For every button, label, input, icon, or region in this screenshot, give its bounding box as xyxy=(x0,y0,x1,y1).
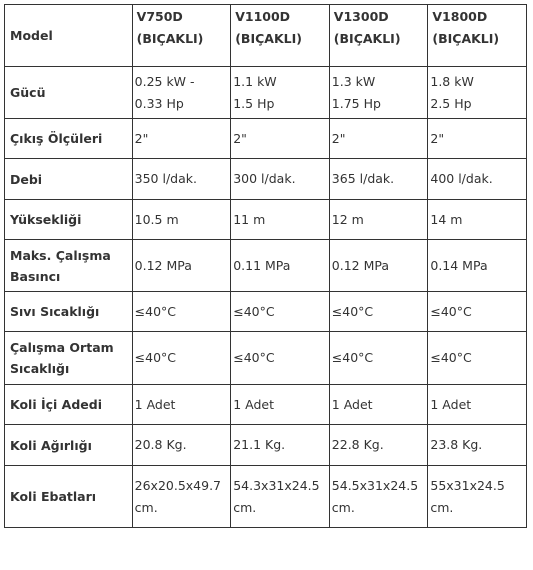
value-cell: 1 Adet xyxy=(231,385,330,425)
value-cell xyxy=(132,466,231,528)
value-cell: 400 l/dak. xyxy=(428,159,527,200)
model-name: V750D xyxy=(136,9,183,24)
value-cell: 1 Adet xyxy=(428,385,527,425)
spec-table xyxy=(4,4,527,528)
table-row xyxy=(5,240,527,292)
value-line: cm. xyxy=(430,499,454,515)
value-cell: 2" xyxy=(428,119,527,159)
value-cell: 350 l/dak. xyxy=(132,159,231,200)
model-label: Model xyxy=(10,28,53,43)
model-name: V1800D xyxy=(432,9,488,24)
model-variant: (BIÇAKLI) xyxy=(235,31,302,46)
model-cell xyxy=(329,5,428,67)
row-label-cell xyxy=(5,332,133,385)
value-line: 1.1 kW xyxy=(233,73,277,89)
value-cell: ≤40°C xyxy=(329,332,428,385)
value-cell: 0.11 MPa xyxy=(231,240,330,292)
row-label: Koli İçi Adedi xyxy=(5,385,133,425)
value-cell xyxy=(231,466,330,528)
value-line: 0.33 Hp xyxy=(134,95,184,111)
row-label: Koli Ebatları xyxy=(5,466,133,528)
value-cell xyxy=(132,67,231,119)
value-cell: 1 Adet xyxy=(329,385,428,425)
value-cell: ≤40°C xyxy=(231,332,330,385)
value-cell: ≤40°C xyxy=(132,292,231,332)
value-cell: 0.12 MPa xyxy=(132,240,231,292)
value-cell: 22.8 Kg. xyxy=(329,425,428,466)
value-cell: 2" xyxy=(329,119,428,159)
row-label-line: Maks. Çalışma xyxy=(10,247,111,263)
value-cell: 12 m xyxy=(329,200,428,240)
row-label: Sıvı Sıcaklığı xyxy=(5,292,133,332)
model-cell xyxy=(428,5,527,67)
row-label: Koli Ağırlığı xyxy=(5,425,133,466)
value-line: cm. xyxy=(331,499,355,515)
value-cell: ≤40°C xyxy=(132,332,231,385)
value-cell: 300 l/dak. xyxy=(231,159,330,200)
value-cell: 365 l/dak. xyxy=(329,159,428,200)
value-cell: 2" xyxy=(231,119,330,159)
row-label-line: Çalışma Ortam xyxy=(10,340,114,355)
value-cell: 0.12 MPa xyxy=(329,240,428,292)
row-label-line: Sıcaklığı xyxy=(10,361,70,376)
value-cell: ≤40°C xyxy=(428,332,527,385)
value-line: 26x20.5x49.7 xyxy=(134,477,222,493)
model-variant: (BIÇAKLI) xyxy=(136,31,204,46)
model-variant: (BIÇAKLI) xyxy=(333,31,401,46)
row-label: Çıkış Ölçüleri xyxy=(5,119,133,159)
table-header-row xyxy=(5,5,527,67)
value-cell: 2" xyxy=(132,119,231,159)
table-row xyxy=(5,159,527,200)
value-line: 54.3x31x24.5 xyxy=(233,477,320,493)
value-cell xyxy=(428,67,527,119)
value-cell: 1 Adet xyxy=(132,385,231,425)
value-cell: 0.14 MPa xyxy=(428,240,527,292)
value-line: 1.5 Hp xyxy=(233,95,275,111)
table-row xyxy=(5,385,527,425)
value-cell: ≤40°C xyxy=(329,292,428,332)
model-variant: (BIÇAKLI) xyxy=(432,31,500,46)
value-line: 1.8 kW xyxy=(430,73,474,89)
model-cell xyxy=(231,5,330,67)
value-cell xyxy=(428,466,527,528)
table-row xyxy=(5,200,527,240)
value-line: cm. xyxy=(233,499,257,515)
value-cell xyxy=(231,67,330,119)
row-label-line: Basıncı xyxy=(10,268,61,284)
value-cell: ≤40°C xyxy=(231,292,330,332)
value-line: 0.25 kW - xyxy=(134,73,195,89)
value-cell: ≤40°C xyxy=(428,292,527,332)
table-row xyxy=(5,119,527,159)
value-cell: 21.1 Kg. xyxy=(231,425,330,466)
value-line: 2.5 Hp xyxy=(430,95,472,111)
row-label: Gücü xyxy=(5,67,133,119)
value-cell: 23.8 Kg. xyxy=(428,425,527,466)
value-cell: 10.5 m xyxy=(132,200,231,240)
model-name: V1100D xyxy=(235,9,291,24)
value-cell: 11 m xyxy=(231,200,330,240)
header-label-cell xyxy=(5,5,133,67)
table-row xyxy=(5,466,527,528)
value-line: cm. xyxy=(134,499,158,515)
value-cell xyxy=(329,466,428,528)
model-cell xyxy=(132,5,231,67)
value-cell: 14 m xyxy=(428,200,527,240)
table-row xyxy=(5,292,527,332)
row-label: Yüksekliği xyxy=(5,200,133,240)
model-name: V1300D xyxy=(333,9,389,24)
value-line: 1.75 Hp xyxy=(331,95,381,111)
row-label: Debi xyxy=(5,159,133,200)
value-cell xyxy=(329,67,428,119)
table-row xyxy=(5,425,527,466)
value-cell: 20.8 Kg. xyxy=(132,425,231,466)
value-line: 55x31x24.5 xyxy=(430,477,505,493)
value-line: 54.5x31x24.5 xyxy=(331,477,419,493)
value-line: 1.3 kW xyxy=(331,73,376,89)
table-row xyxy=(5,332,527,385)
row-label-cell xyxy=(5,240,133,292)
table-row xyxy=(5,67,527,119)
